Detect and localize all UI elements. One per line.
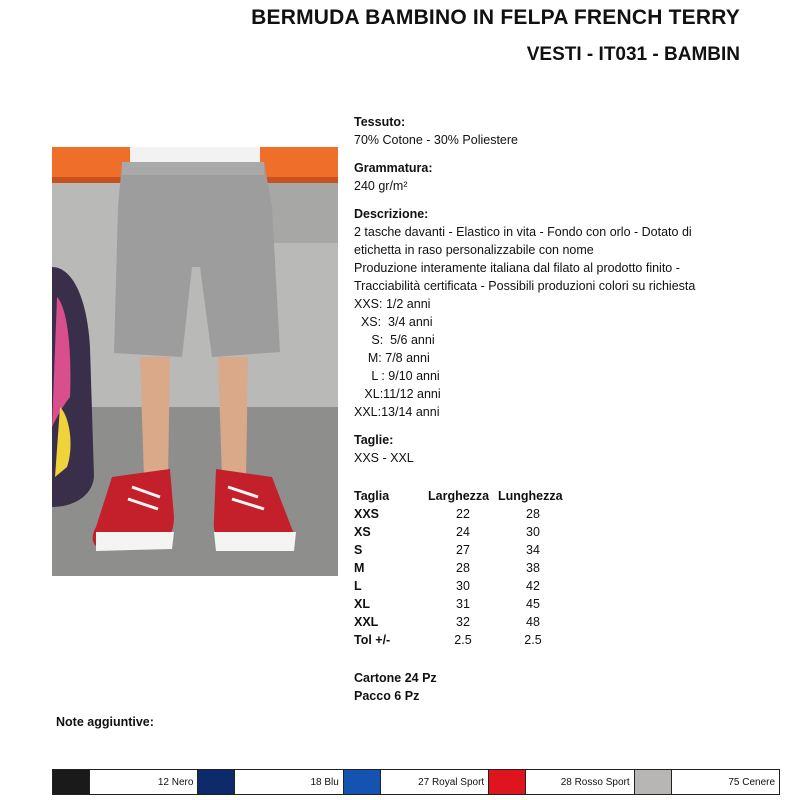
packaging-info [354,669,437,705]
table-row [354,541,568,559]
notes-label: Note aggiuntive: [56,715,154,729]
sizes-value: XXS - XXL [354,451,414,465]
width-cell: 24 [456,525,470,539]
weight-label: Grammatura: [354,161,433,175]
color-name: 27 Royal Sport [418,776,485,788]
description-line: 2 tasche davanti - Elastico in vita - Fondo con orlo - Dotato di [354,225,692,239]
width-cell: 22 [456,507,470,521]
header-size: Taglia [354,489,390,503]
age-size-item: M: 7/8 anni [354,351,430,365]
weight-value: 240 gr/m² [354,179,408,193]
table-row [354,577,568,595]
size-cell: Tol +/- [354,633,391,647]
color-option [198,770,343,794]
weight-section [354,159,754,195]
age-size-item: XXL:13/14 anni [354,405,440,419]
product-title: BERMUDA BAMBINO IN FELPA FRENCH TERRY [251,6,740,29]
size-cell: XS [354,525,371,539]
color-swatch [489,770,526,794]
size-cell: XXL [354,615,379,629]
description-line: Produzione interamente italiana dal filato al prodotto finito - [354,261,680,275]
table-row [354,505,568,523]
product-specs [354,113,754,477]
color-option [53,770,198,794]
length-cell: 38 [526,561,540,575]
color-swatch [53,770,90,794]
size-cell: XXS [354,507,380,521]
header-width: Larghezza [428,489,490,503]
color-option [489,770,634,794]
pack-quantity: Pacco 6 Pz [354,689,420,703]
table-row [354,559,568,577]
color-name: 12 Nero [157,776,194,788]
fabric-value: 70% Cotone - 30% Poliestere [354,133,518,147]
color-swatch [635,770,672,794]
size-table [354,487,568,649]
size-cell: XL [354,597,370,611]
width-cell: 2.5 [454,633,472,647]
color-swatches [52,769,780,795]
age-size-list [354,295,754,421]
age-size-item: XXS: 1/2 anni [354,297,431,311]
size-cell: S [354,543,363,557]
length-cell: 30 [526,525,540,539]
table-row [354,523,568,541]
product-code: VESTI - IT031 - BAMBIN [526,44,740,65]
color-name: 28 Rosso Sport [560,776,630,788]
width-cell: 31 [456,597,470,611]
length-cell: 34 [526,543,540,557]
description-line: etichetta in raso personalizzabile con nome [354,243,594,257]
width-cell: 30 [456,579,470,593]
size-table-header [354,487,568,505]
length-cell: 28 [526,507,540,521]
age-size-item: S: 5/6 anni [354,333,435,347]
product-photo [52,147,338,576]
carton-quantity: Cartone 24 Pz [354,671,437,685]
length-cell: 45 [526,597,540,611]
length-cell: 48 [526,615,540,629]
sizes-label: Taglie: [354,433,394,447]
color-name: 18 Blu [310,776,339,788]
color-name: 75 Cenere [728,776,776,788]
description-section [354,205,754,421]
table-row [354,631,568,649]
color-option [635,770,779,794]
width-cell: 28 [456,561,470,575]
table-row [354,613,568,631]
age-size-item: L : 9/10 anni [354,369,440,383]
width-cell: 32 [456,615,470,629]
sizes-section [354,431,754,467]
size-cell: M [354,561,365,575]
length-cell: 2.5 [524,633,542,647]
table-row [354,595,568,613]
color-swatch [344,770,381,794]
description-line: Tracciabilità certificata - Possibili produzioni colori su richiesta [354,279,696,293]
width-cell: 27 [456,543,470,557]
color-swatch [198,770,235,794]
fabric-section [354,113,754,149]
age-size-item: XL:11/12 anni [354,387,441,401]
size-cell: L [354,579,362,593]
description-label: Descrizione: [354,207,429,221]
fabric-label: Tessuto: [354,115,406,129]
length-cell: 42 [526,579,540,593]
header-length: Lunghezza [498,489,563,503]
color-option [344,770,489,794]
age-size-item: XS: 3/4 anni [354,315,433,329]
